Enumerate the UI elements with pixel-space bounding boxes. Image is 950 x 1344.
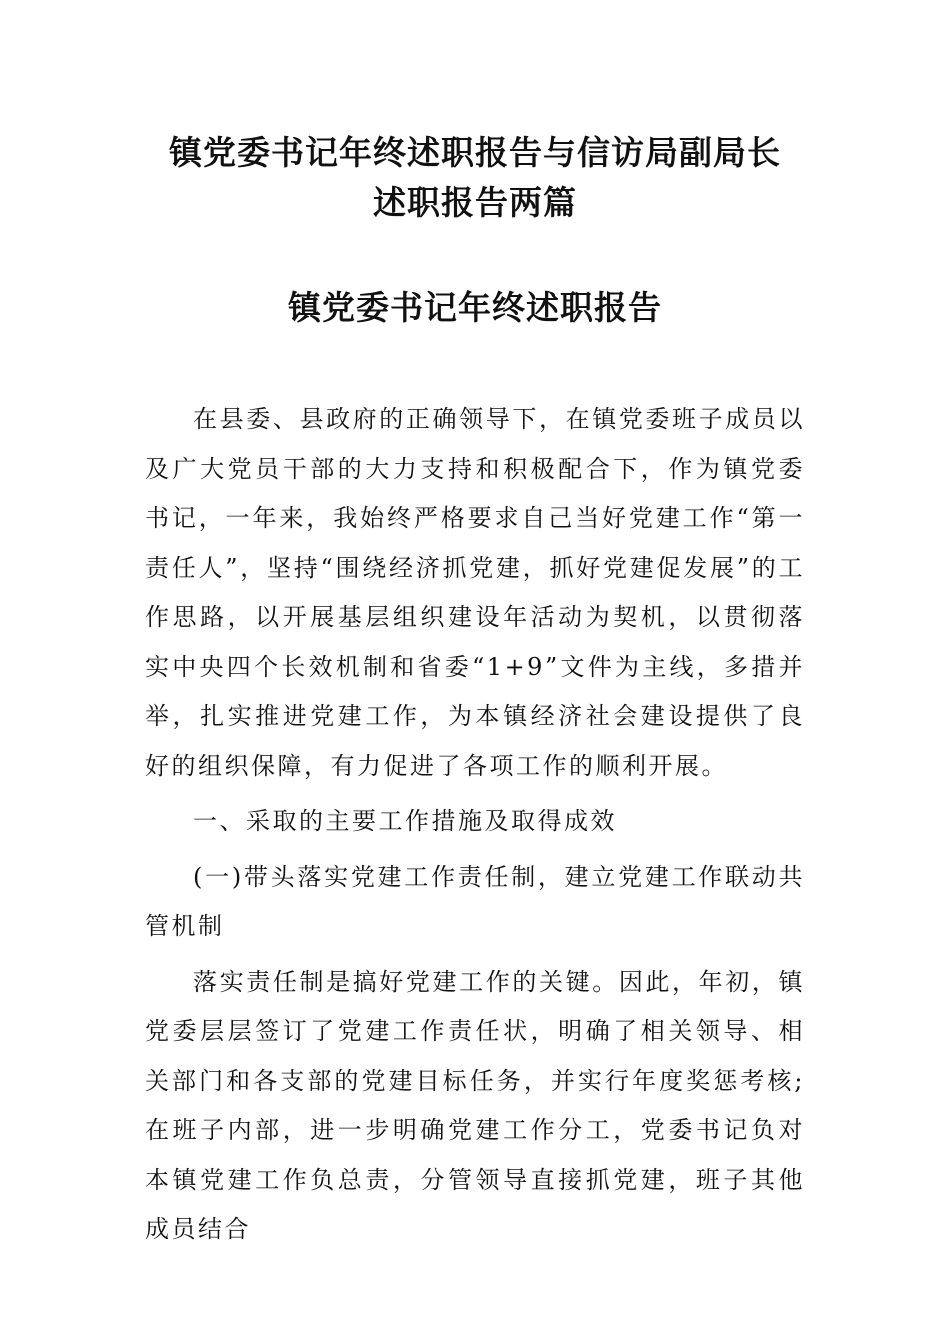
heading-measures: 一、采取的主要工作措施及取得成效 [193,807,617,835]
document-title-line-1: 镇党委书记年终述职报告与信访局副局长 [169,133,781,172]
document-title-line-2: 述职报告两篇 [373,183,577,222]
subheading-responsibility: (一)带头落实党建工作责任制，建立党建工作联动共管机制 [145,862,805,940]
section-title: 镇党委书记年终述职报告 [288,288,662,327]
paragraph-responsibility: 落实责任制是搞好党建工作的关键。因此，年初，镇党委层层签订了党建工作责任状，明确了相关领导、相关部门和各支部的党建目标任务，并实行年度奖惩考核;在班子内部，进一步明确党建工作分工，党委书记负对本镇党建工作负总责，分管领导直接抓党建，班子其他成员结合 [145,967,805,1243]
paragraph-intro: 在县委、县政府的正确领导下，在镇党委班子成员以及广大党员干部的大力支持和积极配合下，作为镇党委书记，一年来，我始终严格要求自己当好党建工作“第一责任人”，坚持“围绕经济抓党建，抓好党建促发展”的工作思路，以开展基层组织建设年活动为契机，以贯彻落实中央四个长效机制和省委“1+9”文件为主线，多措并举，扎实推进党建工作，为本镇经济社会建设提供了良好的组织保障，有力促进了各项工作的顺利开展。 [145,405,805,780]
document-body [145,395,805,1255]
document-title [120,128,830,228]
